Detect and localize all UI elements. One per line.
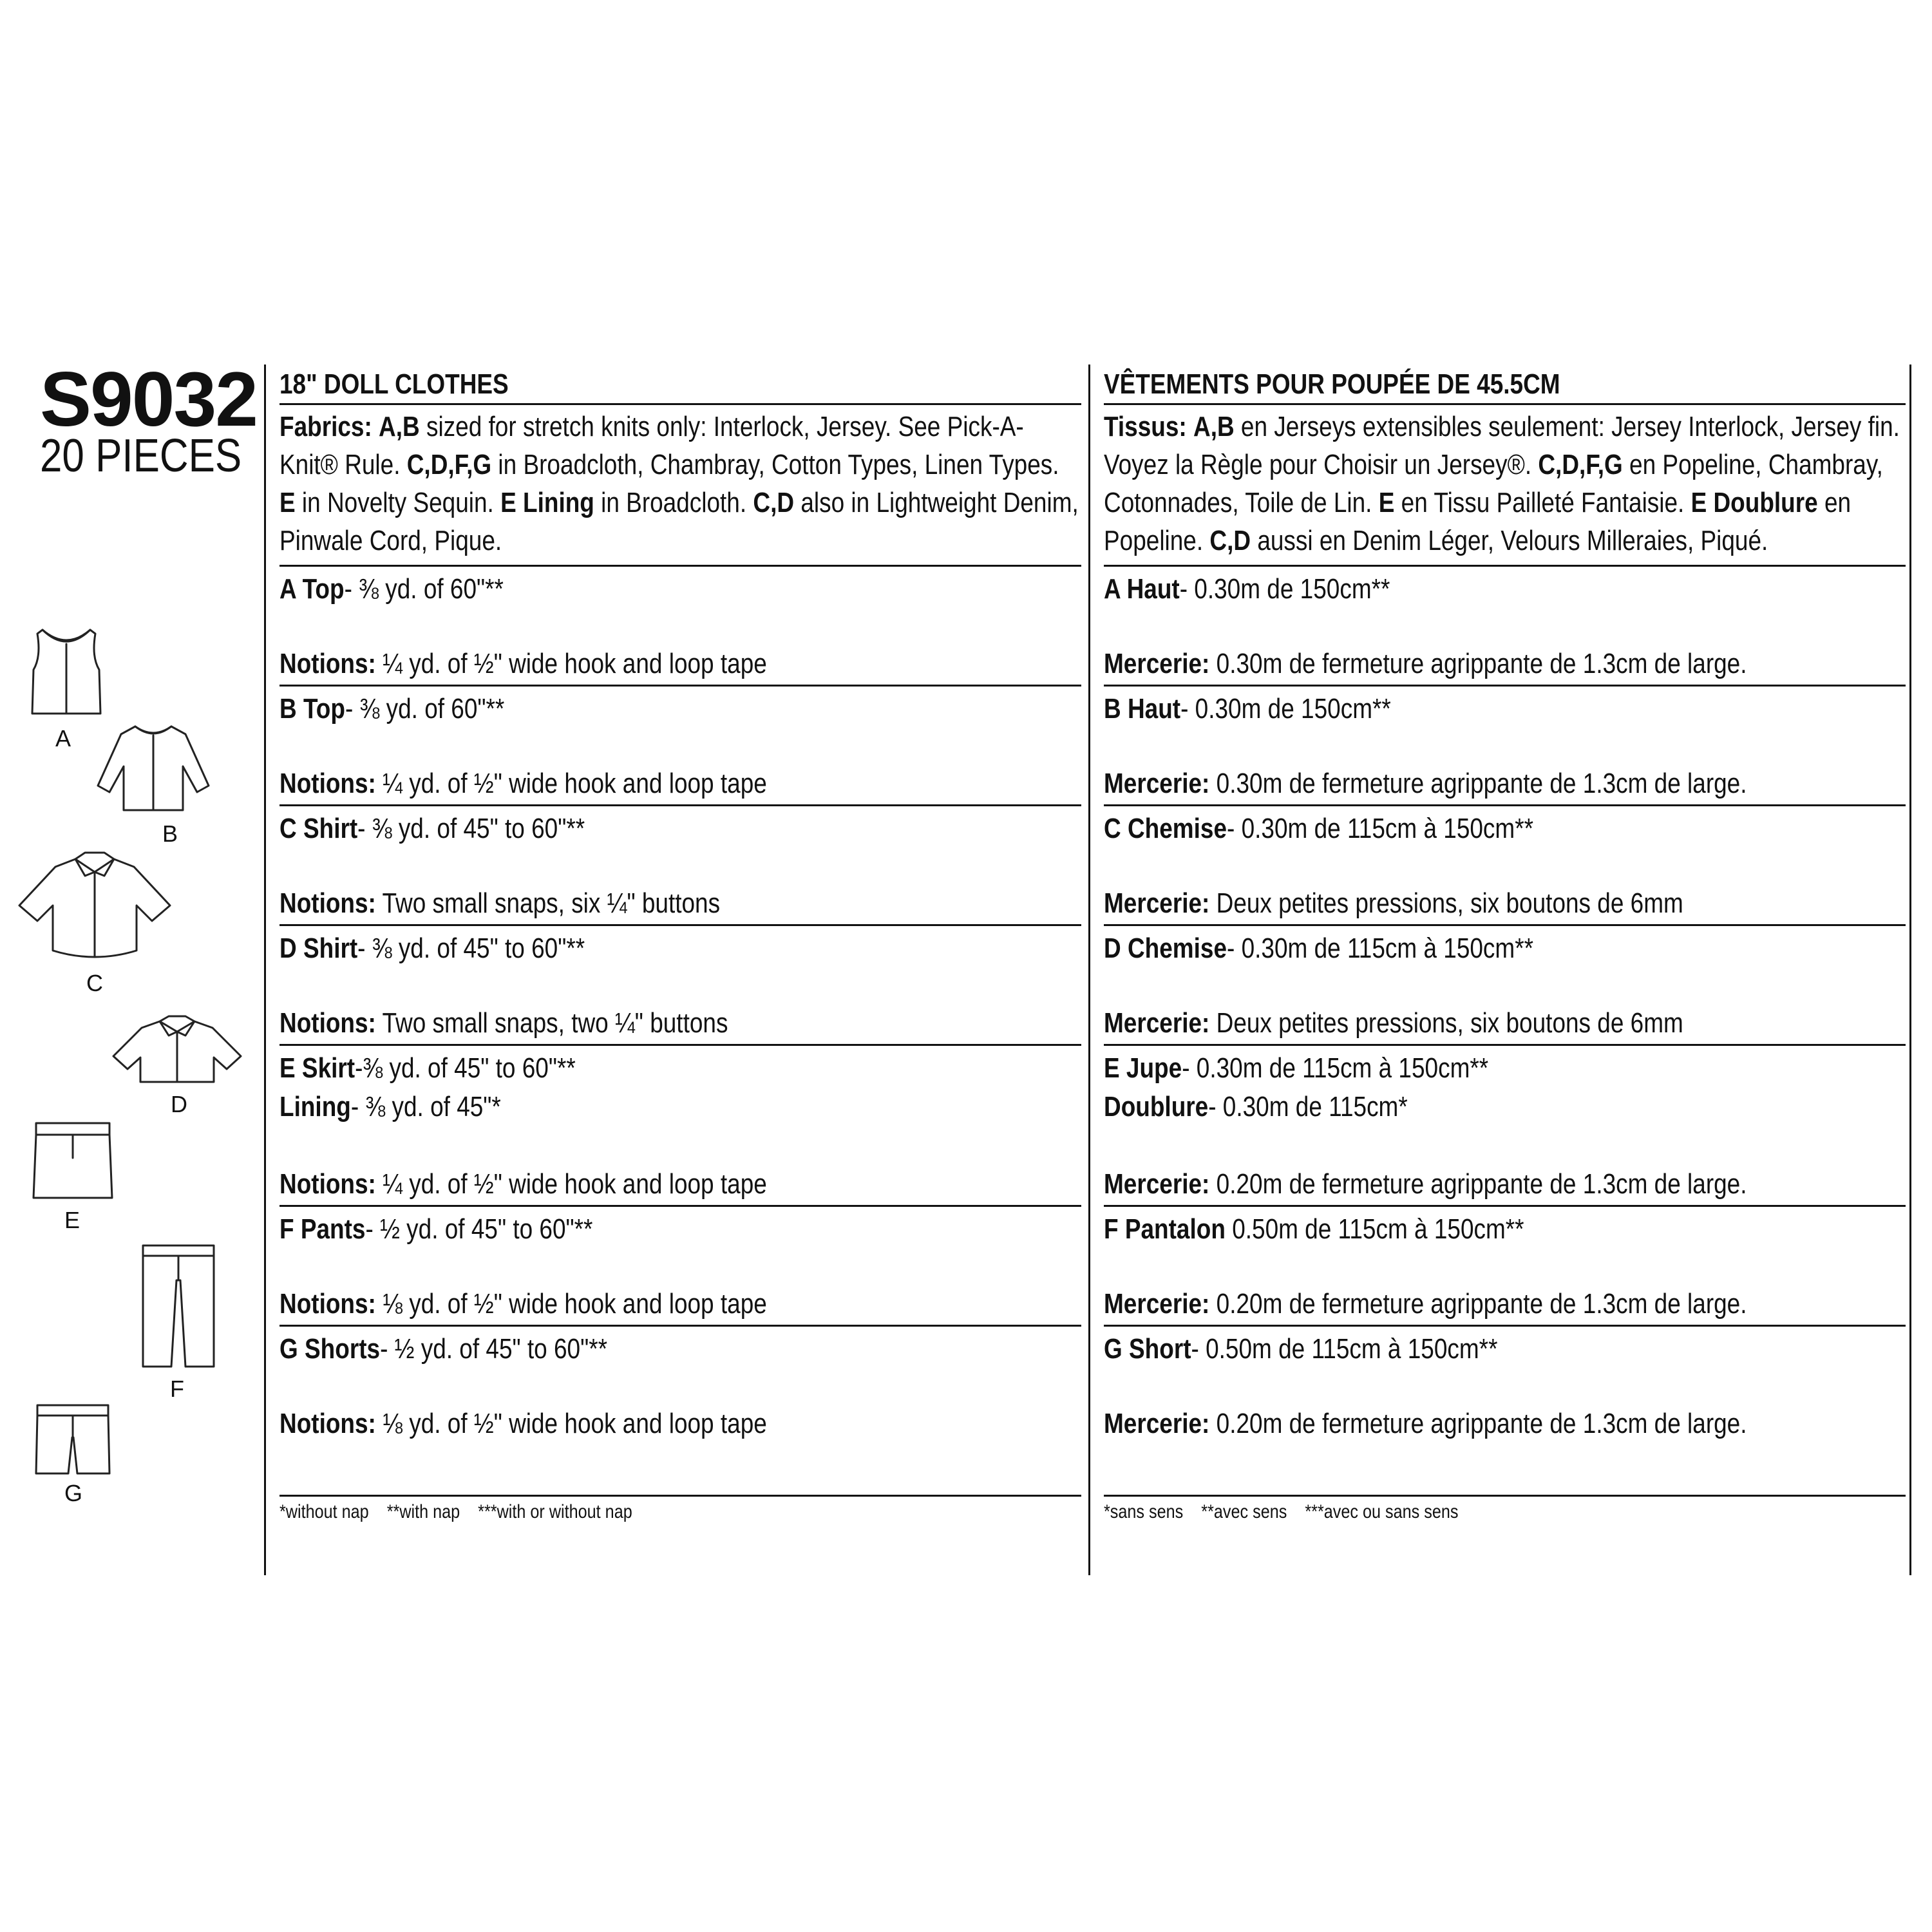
- vue-row-c: C Chemise- 0.30m de 115cm à 150cm** Mercerie: Deux petites pressions, six boutons de 6mm: [1104, 806, 1906, 926]
- cropped-shirt-icon: [109, 1015, 245, 1086]
- view-row-g: G Shorts- ½ yd. of 45" to 60"** Notions: ⅛ yd. of ½" wide hook and loop tape: [279, 1327, 1081, 1497]
- vue-row-b: B Haut- 0.30m de 150cm** Mercerie: 0.30m de fermeture agrippante de 1.3cm de large.: [1104, 687, 1906, 806]
- divider-left: [264, 365, 266, 1575]
- french-title: VÊTEMENTS POUR POUPÉE DE 45.5CM: [1104, 368, 1560, 400]
- piece-count: 20 PIECES: [40, 430, 242, 482]
- view-row-d: D Shirt- ⅜ yd. of 45" to 60"** Notions: Two small snaps, two ¼" buttons: [279, 926, 1081, 1046]
- french-column: [1104, 365, 1906, 1525]
- view-row-c: C Shirt- ⅜ yd. of 45" to 60"** Notions: Two small snaps, six ¼" buttons: [279, 806, 1081, 926]
- sketch-label-g: G: [64, 1480, 83, 1506]
- shorts-icon: [32, 1401, 113, 1479]
- sketch-label-f: F: [170, 1376, 184, 1402]
- pants-icon: [138, 1242, 219, 1370]
- divider-right: [1909, 365, 1911, 1575]
- view-row-b: B Top- ⅜ yd. of 60"** Notions: ¼ yd. of ½" wide hook and loop tape: [279, 687, 1081, 806]
- sketch-label-e: E: [64, 1207, 80, 1233]
- cardigan-top-icon: [95, 721, 211, 818]
- view-row-e: E Skirt-⅜ yd. of 45" to 60"** Lining- ⅜ yd. of 45"* Notions: ¼ yd. of ½" wide hook and loop tape: [279, 1046, 1081, 1207]
- sketch-label-b: B: [162, 820, 178, 847]
- divider-middle: [1088, 365, 1090, 1575]
- pattern-number: S9032: [40, 356, 257, 442]
- english-footnote: *without nap **with nap ***with or without nap: [279, 1501, 632, 1522]
- vue-row-e: E Jupe- 0.30m de 115cm à 150cm** Doublure- 0.30m de 115cm* Mercerie: 0.20m de fermeture agrippante de 1.3cm de large.: [1104, 1046, 1906, 1207]
- vue-row-a: A Haut- 0.30m de 150cm** Mercerie: 0.30m de fermeture agrippante de 1.3cm de large.: [1104, 567, 1906, 687]
- sketch-label-a: A: [55, 725, 71, 752]
- view-row-f: F Pants- ½ yd. of 45" to 60"** Notions: ⅛ yd. of ½" wide hook and loop tape: [279, 1207, 1081, 1327]
- skirt-icon: [31, 1119, 115, 1203]
- vue-row-g: G Short- 0.50m de 115cm à 150cm** Mercerie: 0.20m de fermeture agrippante de 1.3cm de large.: [1104, 1327, 1906, 1497]
- collared-shirt-icon: [14, 850, 175, 966]
- sketch-label-d: D: [171, 1091, 187, 1117]
- sleeveless-top-icon: [24, 625, 108, 721]
- vue-row-d: D Chemise- 0.30m de 115cm à 150cm** Mercerie: Deux petites pressions, six boutons de 6mm: [1104, 926, 1906, 1046]
- english-title: 18" DOLL CLOTHES: [279, 368, 509, 400]
- french-footnote: *sans sens **avec sens ***avec ou sans sens: [1104, 1501, 1459, 1522]
- french-fabrics: Tissus: A,B en Jerseys extensibles seulement: Jersey Interlock, Jersey fin. Voyez la Règle pour Choisir un Jersey®. C,D,F,G en Popeline, Chambray, Cotonnades, Toile de Lin. E en Tissu Pailleté Fantaisie. E Doublure en Popeline. C,D aussi en Denim Léger, Velours Milleraies, Piqué.: [1104, 411, 1900, 556]
- english-column: [279, 365, 1081, 1525]
- english-fabrics: Fabrics: A,B sized for stretch knits only: Interlock, Jersey. See Pick-A-Knit® Rule. C,D,F,G in Broadcloth, Chambray, Cotton Types, Linen Types. E in Novelty Sequin. E Lining in Broadcloth. C,D also in Lightweight Denim, Pinwale Cord, Pique.: [279, 411, 1079, 556]
- view-row-a: A Top- ⅜ yd. of 60"** Notions: ¼ yd. of ½" wide hook and loop tape: [279, 567, 1081, 687]
- sketch-label-c: C: [86, 970, 103, 996]
- vue-row-f: F Pantalon 0.50m de 115cm à 150cm** Mercerie: 0.20m de fermeture agrippante de 1.3cm de large.: [1104, 1207, 1906, 1327]
